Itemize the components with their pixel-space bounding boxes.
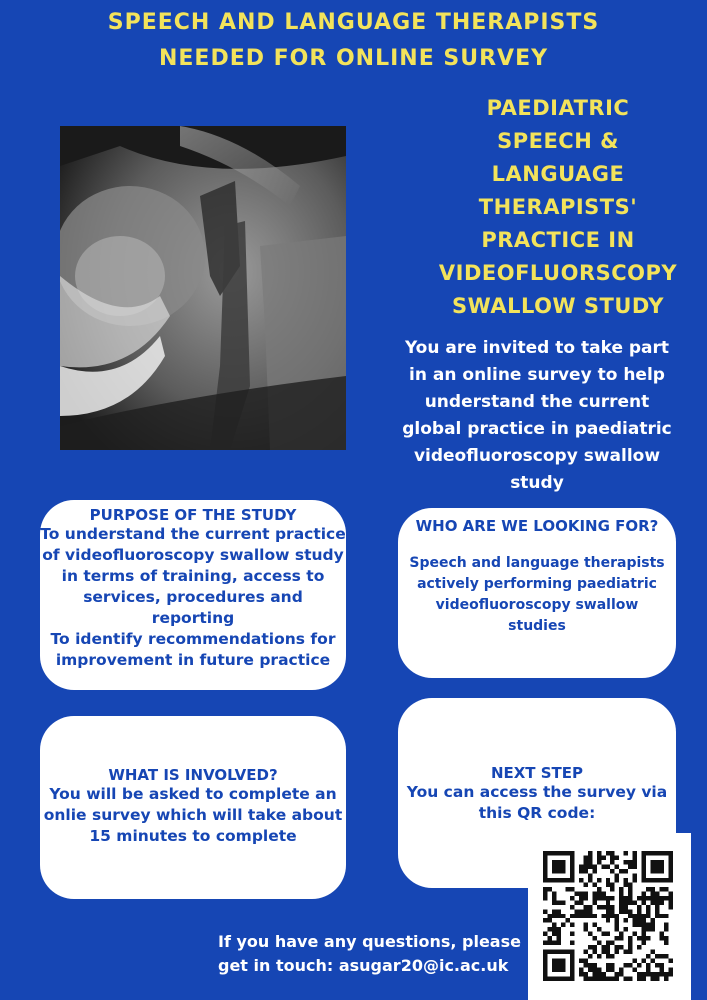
involved-line: 15 minutes to complete [89,827,297,845]
purpose-line: improvement in future practice [55,651,331,669]
who-line: Speech and language therapists [409,555,665,571]
involved-line: You will be asked to complete an [49,785,337,803]
invite-line: understand the current [424,392,650,412]
poster-title-line-2: NEEDED FOR ONLINE SURVEY [158,46,549,71]
contact-line-1: If you have any questions, please [218,932,521,951]
subtitle-line: SWALLOW STUDY [451,294,665,318]
purpose-line: services, procedures and reporting [83,588,303,627]
poster-title-line-1: SPEECH AND LANGUAGE THERAPISTS [107,10,600,35]
next-step-line: You can access the survey via [406,783,668,801]
subtitle-line: LANGUAGE [491,162,625,186]
study-subtitle [408,92,707,323]
who-card [398,508,676,678]
invite-line: videofluoroscopy swallow [413,446,661,466]
who-title: WHO ARE WE LOOKING FOR? [415,517,659,535]
next-step-line: this QR code: [478,804,596,822]
purpose-line: To identify recommendations for [50,630,336,648]
who-line: actively performing paediatric [417,576,657,592]
invite-line: global practice in paediatric [402,419,672,439]
videofluoroscopy-xray-image [60,126,346,450]
involved-title: WHAT IS INVOLVED? [108,766,278,784]
subtitle-line: VIDEOFLUORSCOPY [438,261,678,285]
purpose-line: of videofluoroscopy swallow study [42,546,344,564]
purpose-line: in terms of training, access to [61,567,325,585]
subtitle-line: PRACTICE IN [481,228,635,252]
subtitle-line: THERAPISTS' [478,195,638,219]
who-line: studies [508,618,566,634]
invitation-text [368,335,706,497]
qr-code-graphic[interactable] [543,851,673,981]
purpose-card [40,500,346,690]
invite-line: in an online survey to help [409,365,665,385]
involved-card [40,716,346,899]
contact-text [218,930,538,978]
subtitle-line: PAEDIATRIC [486,96,630,120]
involved-line: onlie survey which will take about [43,806,343,824]
next-step-title: NEXT STEP [490,764,584,782]
purpose-title: PURPOSE OF THE STUDY [89,506,297,524]
invite-line: study [510,473,564,493]
subtitle-line: SPEECH & [497,129,619,153]
who-line: videofluoroscopy swallow [435,597,639,613]
qr-code[interactable] [528,833,691,1000]
purpose-line: To understand the current practice [40,525,346,543]
contact-line-2: get in touch: asugar20@ic.ac.uk [218,956,509,975]
invite-line: You are invited to take part [404,338,670,358]
